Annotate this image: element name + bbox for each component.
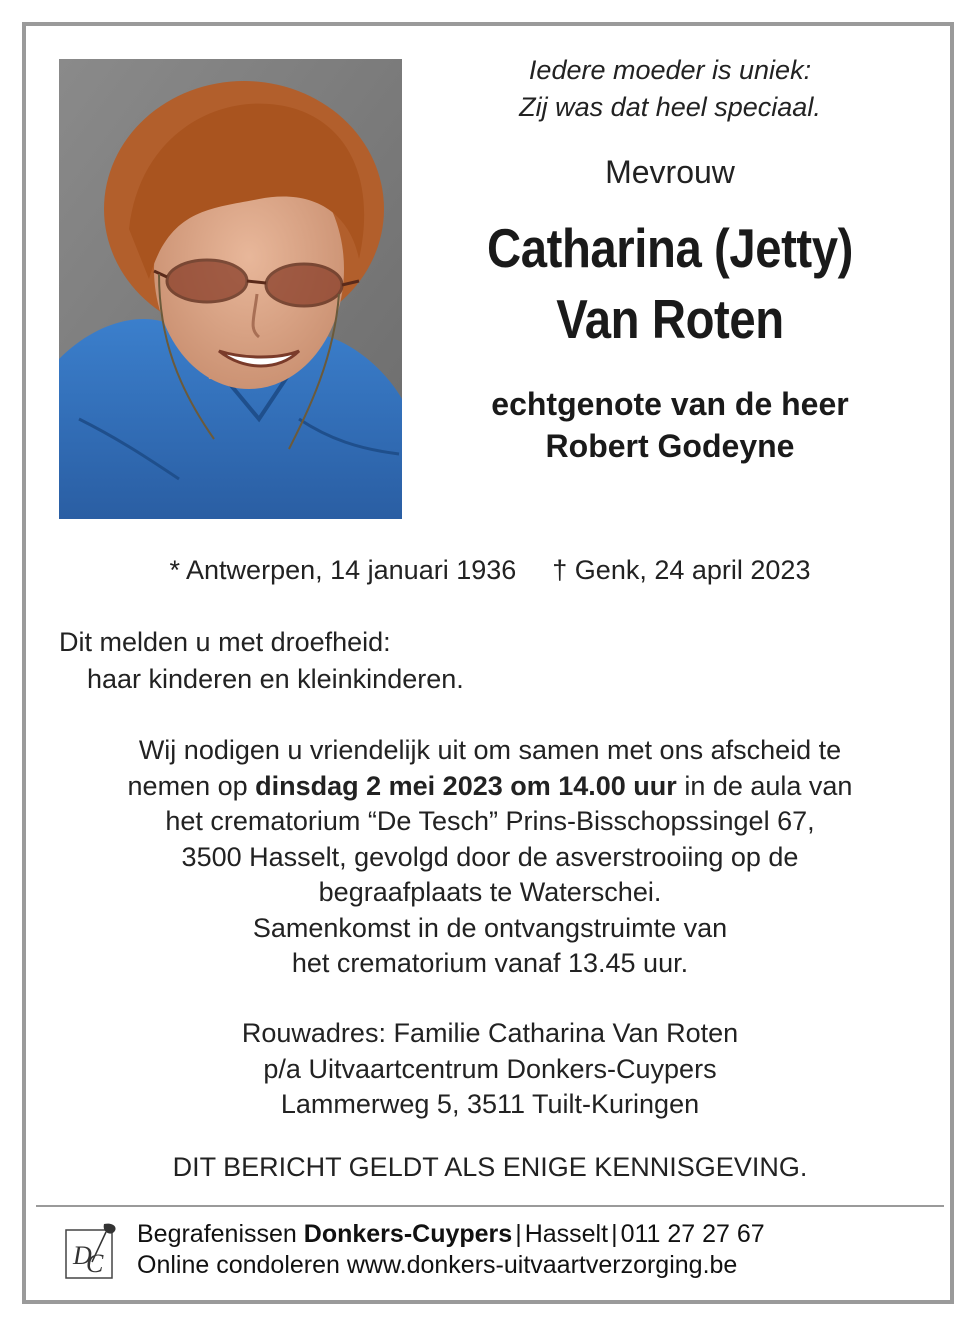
dc-monogram-logo-icon: [64, 1222, 120, 1282]
ceremony-line-7: het crematorium vanaf 13.45 uur.: [291, 948, 689, 978]
footer-divider: [36, 1205, 944, 1207]
ceremony-line-3: het crematorium “De Tesch” Prins-Bisschopssingel 67,: [165, 806, 815, 836]
footer-prefix: Begrafenissen: [137, 1220, 304, 1248]
footer-city: Hasselt: [524, 1220, 609, 1248]
ceremony-line-2: [40, 769, 940, 805]
life-dates: [0, 555, 980, 586]
address-line-1: Rouwadres: Familie Catharina Van Roten: [241, 1018, 739, 1048]
footer-separator-1: |: [515, 1220, 522, 1248]
announcement-line-2: haar kinderen en kleinkinderen.: [87, 664, 464, 694]
footer-company: Donkers-Cuypers: [303, 1220, 513, 1248]
ceremony-line-2-pre: nemen op: [127, 770, 256, 801]
spouse-info: [420, 383, 920, 467]
address-line-3: Lammerweg 5, 3511 Tuilt-Kuringen: [280, 1089, 700, 1119]
ceremony-line-4: 3500 Hasselt, gevolgd door de asverstrooiing op de: [181, 841, 799, 872]
footer-phone[interactable]: 011 27 27 67: [620, 1220, 765, 1248]
motto: [420, 52, 920, 126]
announcement: [59, 624, 464, 698]
deceased-name-line-2: Van Roten: [556, 288, 784, 350]
motto-line-1: Iedere moeder is uniek:: [528, 55, 812, 85]
ceremony-date-time: dinsdag 2 mei 2023 om 14.00 uur: [255, 770, 677, 801]
motto-line-2: Zij was dat heel speciaal.: [519, 92, 821, 122]
birth-date: * Antwerpen, 14 januari 1936: [169, 555, 517, 585]
footer-online-condolence[interactable]: Online condoleren www.donkers-uitvaartverzorging.be: [137, 1251, 738, 1279]
ceremony-line-2-post: in de aula van: [676, 770, 853, 801]
deceased-name: [455, 213, 885, 355]
official-notice: DIT BERICHT GELDT ALS ENIGE KENNISGEVING.: [172, 1152, 808, 1182]
footer-separator-2: |: [611, 1220, 618, 1248]
mourning-address: [40, 1016, 940, 1123]
svg-text:D: D: [73, 1241, 92, 1270]
portrait-photo: [59, 59, 402, 519]
svg-text:C: C: [86, 1249, 104, 1278]
ceremony-line-5: begraafplaats te Waterschei.: [318, 877, 662, 907]
footer-line-1: [137, 1219, 765, 1250]
announcement-line-1: Dit melden u met droefheid:: [59, 627, 391, 657]
death-date: † Genk, 24 april 2023: [552, 555, 811, 585]
funeral-home-footer: [137, 1219, 765, 1281]
address-line-2: p/a Uitvaartcentrum Donkers-Cuypers: [263, 1053, 717, 1084]
header-block: [420, 52, 920, 467]
honorific: Mevrouw: [605, 154, 735, 190]
deceased-name-line-1: Catharina (Jetty): [487, 217, 853, 279]
ceremony-line-1: Wij nodigen u vriendelijk uit om samen met ons afscheid te: [138, 735, 842, 765]
spouse-line-2: Robert Godeyne: [545, 428, 795, 464]
ceremony-details: [40, 733, 940, 982]
ceremony-line-6: Samenkomst in de ontvangstruimte van: [252, 912, 728, 943]
spouse-line-1: echtgenote van de heer: [491, 386, 849, 422]
